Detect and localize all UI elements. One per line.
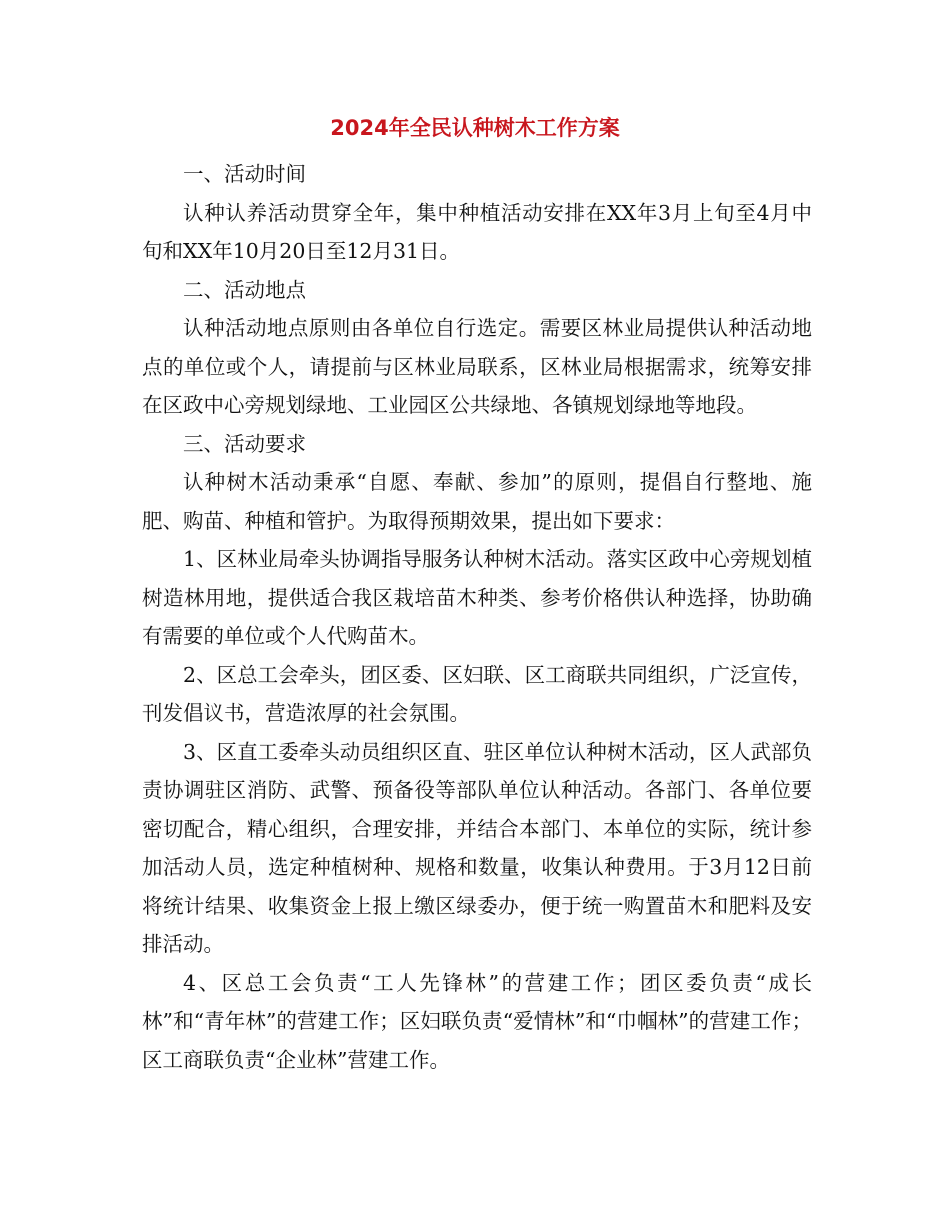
paragraph: 认种活动地点原则由各单位自行选定。需要区林业局提供认种活动地点的单位或个人，请提前与区林业局联系，区林业局根据需求，统筹安排在区政中心旁规划绿地、工业园区公共绿地、各镇规划绿地等地段。	[142, 316, 812, 417]
list-item: 3、区直工委牵头动员组织区直、驻区单位认种树木活动，区人武部负责协调驻区消防、武警、预备役等部队单位认种活动。各部门、各单位要密切配合，精心组织，合理安排，并结合本部门、本单位的实际，统计参加活动人员，选定种植树种、规格和数量，收集认种费用。于3月12日前将统计结果、收集资金上报上缴区绿委办，便于统一购置苗木和肥料及安排活动。	[142, 739, 812, 956]
list-item: 2、区总工会牵头，团区委、区妇联、区工商联共同组织，广泛宣传，刊发倡议书，营造浓厚的社会氛围。	[142, 662, 812, 725]
document-title: 2024年全民认种树木工作方案	[330, 116, 620, 140]
section-heading-time: 一、活动时间	[183, 162, 306, 186]
list-item: 4、区总工会负责“工人先锋林”的营建工作；团区委负责“成长林”和“青年林”的营建工作；区妇联负责“爱情林”和“巾帼林”的营建工作；区工商联负责“企业林”营建工作。	[142, 970, 812, 1072]
section-heading-location: 二、活动地点	[183, 277, 306, 302]
paragraph: 认种树木活动秉承“自愿、奉献、参加”的原则，提倡自行整地、施肥、购苗、种植和管护。为取得预期效果，提出如下要求：	[142, 470, 812, 533]
document-body	[142, 155, 812, 1079]
paragraph: 认种认养活动贯穿全年，集中种植活动安排在XX年3月上旬至4月中旬和XX年10月20日至12月31日。	[142, 200, 812, 263]
list-item: 1、区林业局牵头协调指导服务认种树木活动。落实区政中心旁规划植树造林用地，提供适合我区栽培苗木种类、参考价格供认种选择，协助确有需要的单位或个人代购苗木。	[142, 547, 812, 648]
section-heading-requirements: 三、活动要求	[183, 431, 306, 456]
